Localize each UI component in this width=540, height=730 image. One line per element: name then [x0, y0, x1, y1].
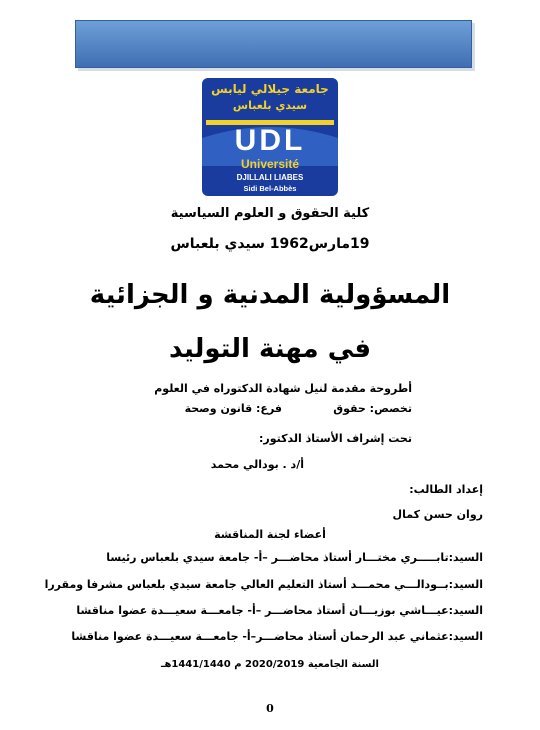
page-number: 0 [266, 702, 274, 715]
prepared-by-label: إعداد الطالب: [409, 483, 483, 496]
committee-member-2: السيد:بــودالـــي محمـــد أستاذ التعليم العالي جامعة سيدي بلعباس مشرفا ومقررا [44, 578, 483, 591]
committee-member-4: السيد:عثماني عبد الرحمان أستاذ محاضـــر–أ- جامعـــة سعيـــدة عضوا مناقشا [71, 630, 483, 643]
committee-title: أعضاء لجنة المناقشة [214, 528, 326, 541]
logo-name-line1: Université [240, 157, 300, 171]
logo-arabic-name: جامعة جيلالي ليابس [211, 82, 329, 96]
university-logo [200, 76, 340, 198]
logo-name-line2: DJILLALI LIABES [236, 173, 304, 182]
faculty-name: كلية الحقوق و العلوم السياسية [170, 206, 370, 221]
thesis-type: أطروحة مقدمة لنيل شهادة الدكتوراه في العلوم [154, 382, 412, 395]
thesis-title-line1: المسؤولية المدنية و الجزائية [89, 280, 451, 310]
student-name: روان حسن كمال [392, 508, 483, 521]
logo-acronym: UDL [234, 124, 306, 157]
supervision-label: تحت إشراف الأستاذ الدكتور: [259, 432, 412, 445]
university-name: 19مارس1962 سيدي بلعباس [170, 236, 370, 252]
supervisor-name: أ/د . بودالي محمد [210, 458, 304, 471]
logo-name-line3: Sidi Bel-Abbès [243, 184, 297, 193]
thesis-title-line2: في مهنة التوليد [168, 334, 372, 364]
logo-arabic-city: سيدي بلعباس [232, 99, 308, 112]
header-banner [75, 20, 472, 68]
branch: فرع: قانون وصحة [184, 402, 282, 415]
academic-year: السنة الجامعية 2020/2019 م 1441/1440هـ [161, 659, 379, 670]
specialization: تخصص: حقوق [333, 402, 412, 415]
committee-member-1: السيد:تابـــــري مختـــار أستاذ محاضـــر –أ- جامعة سيدي بلعباس رئيسا [106, 551, 483, 564]
committee-member-3: السيد:عيـــاشي بوزيـــان أستاذ محاضـــر –أ- جامعـــة سعيـــدة عضوا مناقشا [76, 604, 483, 617]
